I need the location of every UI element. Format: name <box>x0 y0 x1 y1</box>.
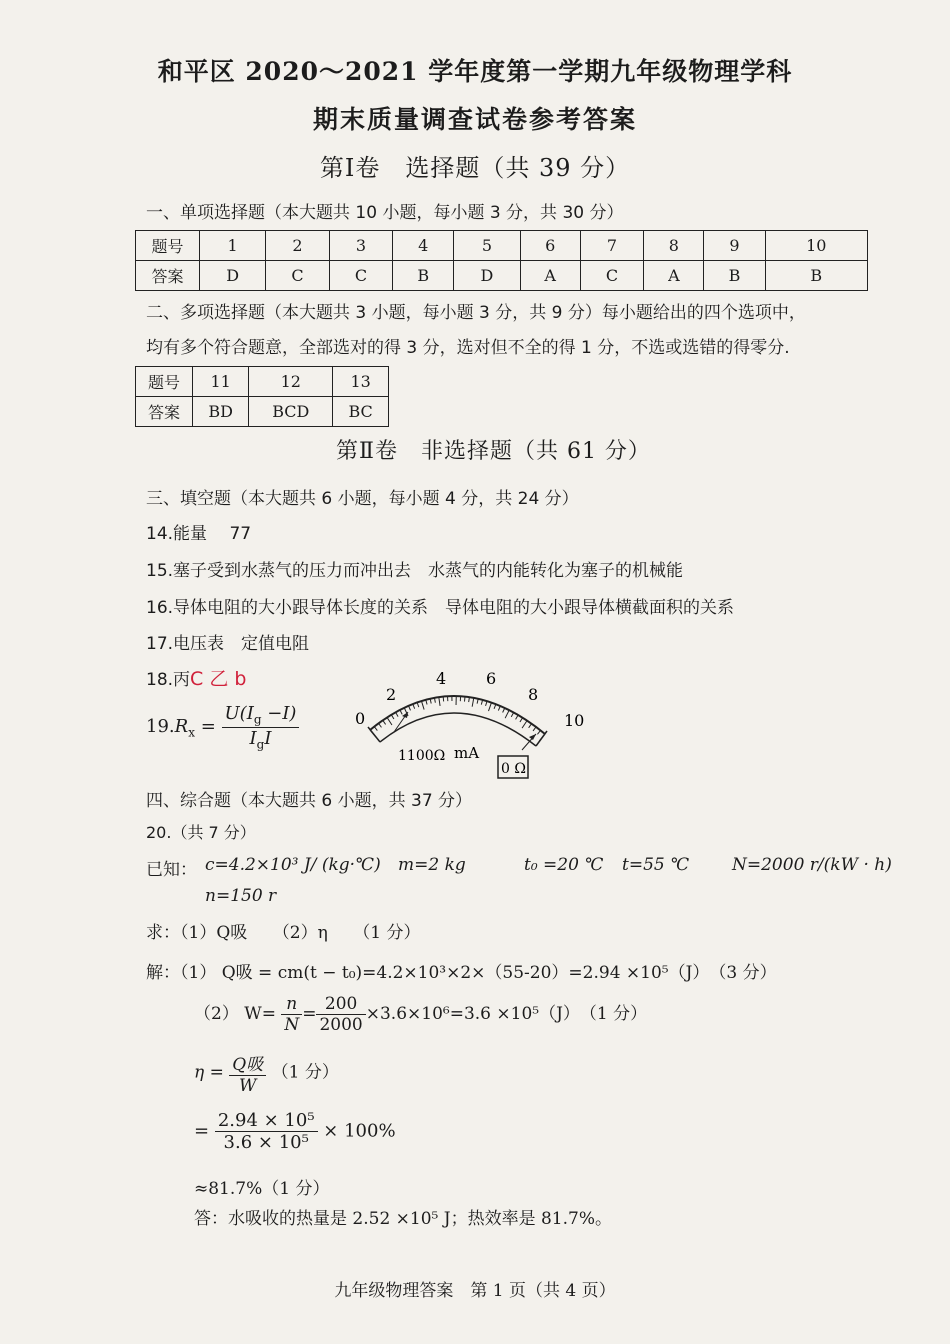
answer-16: 16.导体电阻的大小跟导体长度的关系 导体电阻的大小跟导体横截面积的关系 <box>146 598 735 618</box>
table-cell: 7 <box>580 231 643 261</box>
denominator: 2000 <box>319 1015 363 1035</box>
answer-19-number: 19. <box>146 716 175 738</box>
denominator-end: I <box>264 727 272 749</box>
step2-suffix: ×3.6×10⁶=3.6 ×10⁵（J） （1 分） <box>365 1004 648 1024</box>
table-cell: 5 <box>454 231 520 261</box>
numerator: 200 <box>316 994 365 1015</box>
answer-18 <box>146 664 246 691</box>
table-cell: C <box>266 261 329 291</box>
fraction-n-over-N <box>281 994 302 1035</box>
scale-tick <box>472 698 474 707</box>
scale-tick <box>516 715 519 719</box>
table-row <box>136 397 389 427</box>
resistance-label: 1100Ω <box>398 748 446 764</box>
section1-answer-table <box>135 230 868 291</box>
part1-title: 第Ⅰ卷 选择题（共 39 分） <box>319 154 631 182</box>
part2-title: 第Ⅱ卷 非选择题（共 61 分） <box>336 439 651 464</box>
section2-heading-line1: 二、多项选择题（本大题共 3 小题，每小题 3 分，共 9 分）每小题给出的四个选项中， <box>146 303 806 323</box>
scale-tick <box>379 723 382 727</box>
denominator-sub: g <box>256 737 265 752</box>
section2-heading-line2: 均有多个符合题意，全部选对的得 3 分，选对但不全的得 1 分，不选或选错的得零分. <box>146 338 790 358</box>
table-cell: 13 <box>333 367 389 397</box>
known-t: t=55 ℃ <box>622 855 690 875</box>
fraction-200-over-2000 <box>316 994 365 1035</box>
table-cell: 11 <box>193 367 249 397</box>
final-answer: 答：水吸收的热量是 2.52 ×10⁵ J；热效率是 81.7%。 <box>194 1209 612 1229</box>
scale-label: 4 <box>436 669 447 688</box>
approx-result: ≈81.7%（1 分） <box>194 1179 330 1199</box>
scale-tick <box>520 718 523 722</box>
formula-sub: x <box>188 725 195 740</box>
scale-tick <box>421 701 424 710</box>
unit-label: mA <box>454 744 480 762</box>
answer-19-formula: $19.R_x$ = $\frac{U(I_g -I)}{I_gI}$ <box>146 703 299 751</box>
formula-fraction <box>222 703 300 751</box>
fraction-values <box>215 1110 318 1153</box>
scale-tick <box>488 703 491 711</box>
table-cell: 6 <box>520 231 580 261</box>
table-cell: B <box>704 261 765 291</box>
table-cell: 1 <box>200 231 266 261</box>
section2-answer-table <box>135 366 389 427</box>
scale-tick <box>486 701 487 706</box>
denominator: I <box>249 727 257 749</box>
scale-label: 8 <box>528 685 539 704</box>
table-cell: 9 <box>704 231 765 261</box>
scale-tick <box>396 712 398 716</box>
eta-equals: = <box>194 1120 210 1142</box>
efficiency-formula <box>194 1050 339 1096</box>
scale-label: 10 <box>564 711 585 730</box>
table-cell: BCD <box>249 397 333 427</box>
table-row <box>136 261 868 291</box>
scale-tick <box>533 727 536 731</box>
ask-line: 求：（1）Q吸 （2）η （1 分） <box>146 923 421 943</box>
answer-17: 17.电压表 定值电阻 <box>146 634 310 654</box>
table-cell: A <box>644 261 704 291</box>
known-t0: t₀ =20 ℃ <box>524 855 604 875</box>
row-label: 答案 <box>136 397 193 427</box>
denominator: W <box>238 1076 257 1096</box>
section1-heading: 一、单项选择题（本大题共 10 小题，每小题 3 分，共 30 分） <box>146 203 624 223</box>
scale-tick <box>505 710 509 718</box>
table-cell: 4 <box>393 231 454 261</box>
page-footer: 九年级物理答案 第 1 页（共 4 页） <box>334 1281 616 1301</box>
scale-tick <box>409 706 411 711</box>
scale-tick <box>498 706 500 711</box>
scale-tick <box>374 727 377 731</box>
q20-title: 20.（共 7 分） <box>146 823 256 842</box>
numerator-sub: g <box>253 712 262 727</box>
formula-lhs: R <box>174 716 189 738</box>
known-N: N=2000 r/(kW · h) <box>732 855 892 875</box>
scale-tick <box>391 715 394 719</box>
numerator-end: −I) <box>261 703 297 724</box>
title-line-2: 期末质量调查试卷参考答案 <box>312 105 637 134</box>
title-line-1: 和平区 2020～2021 学年度第一学期九年级物理学科 <box>157 57 793 86</box>
step2-prefix: （2） W= <box>194 1004 276 1024</box>
known-c: c=4.2×10³ J/ (kg·℃) <box>205 855 381 875</box>
section3-heading: 三、填空题（本大题共 6 小题，每小题 4 分，共 24 分） <box>146 489 579 509</box>
scale-tick <box>439 697 440 706</box>
solution-step-1: 解：（1） Q吸 = cm(t − t₀)=4.2×10³×2×（55-20）=2.94 ×10⁵（J） （3 分） <box>146 963 777 983</box>
zero-ohm-label: 0 Ω <box>501 761 526 777</box>
row-label: 答案 <box>136 261 200 291</box>
table-cell: 2 <box>266 231 329 261</box>
numerator: Q吸 <box>229 1050 266 1076</box>
denominator: N <box>284 1015 300 1035</box>
table-cell: 8 <box>644 231 704 261</box>
scale-tick <box>464 697 465 702</box>
ammeter-scale-diagram <box>340 662 600 792</box>
scale-tick <box>443 697 444 702</box>
handwritten-annotation: C 乙 b <box>190 668 247 690</box>
scale-tick <box>387 717 392 725</box>
table-cell: 12 <box>249 367 333 397</box>
scale-label: 6 <box>486 669 497 688</box>
scale-tick <box>537 730 540 734</box>
table-cell: 10 <box>765 231 867 261</box>
row-label: 题号 <box>136 367 193 397</box>
section4-heading: 四、综合题（本大题共 6 小题，共 37 分） <box>146 791 473 811</box>
table-cell: D <box>200 261 266 291</box>
table-cell: C <box>329 261 392 291</box>
table-cell: 3 <box>329 231 392 261</box>
answer-14: 14.能量 77 <box>146 524 252 544</box>
eta-lhs: η = <box>194 1062 224 1083</box>
scale-tick <box>383 720 386 724</box>
scale-label: 2 <box>386 685 397 704</box>
known-m: m=2 kg <box>398 855 466 875</box>
scale-tick <box>511 713 513 717</box>
answer-15: 15.塞子受到水蒸气的压力而冲出去 水蒸气的内能转化为塞子的机械能 <box>146 561 684 581</box>
known-label: 已知： <box>146 860 197 880</box>
table-cell: B <box>393 261 454 291</box>
solution-step-2: （2） W= $\frac{n}{N}$ = $\frac{200}{2000}$ ×3.6×10⁶=3.6 ×10⁵（J） （1 分） <box>194 994 648 1035</box>
table-cell: BD <box>193 397 249 427</box>
efficiency-calculation <box>194 1110 396 1153</box>
numerator: 2.94 × 10⁵ <box>215 1110 318 1132</box>
table-row <box>136 367 389 397</box>
table-row <box>136 231 868 261</box>
fraction-q-over-w <box>229 1050 266 1096</box>
table-cell: D <box>454 261 520 291</box>
eta-percent: × 100% <box>323 1120 396 1142</box>
known-n: n=150 r <box>205 886 277 906</box>
answer-18-text: 18.丙 <box>146 670 191 690</box>
table-cell: B <box>765 261 867 291</box>
scale-label: 0 <box>355 709 366 728</box>
scale-tick <box>469 697 470 702</box>
denominator: 3.6 × 10⁵ <box>223 1132 309 1153</box>
scale-tick <box>529 724 532 728</box>
table-cell: C <box>580 261 643 291</box>
eta-score: （1 分） <box>271 1062 339 1083</box>
numerator: n <box>281 994 302 1015</box>
numerator: U(I <box>224 703 254 724</box>
table-cell: BC <box>333 397 389 427</box>
row-label: 题号 <box>136 231 200 261</box>
table-cell: A <box>520 261 580 291</box>
scale-tick <box>522 721 527 728</box>
scale-tick <box>400 710 402 714</box>
scale-tick <box>503 708 505 713</box>
